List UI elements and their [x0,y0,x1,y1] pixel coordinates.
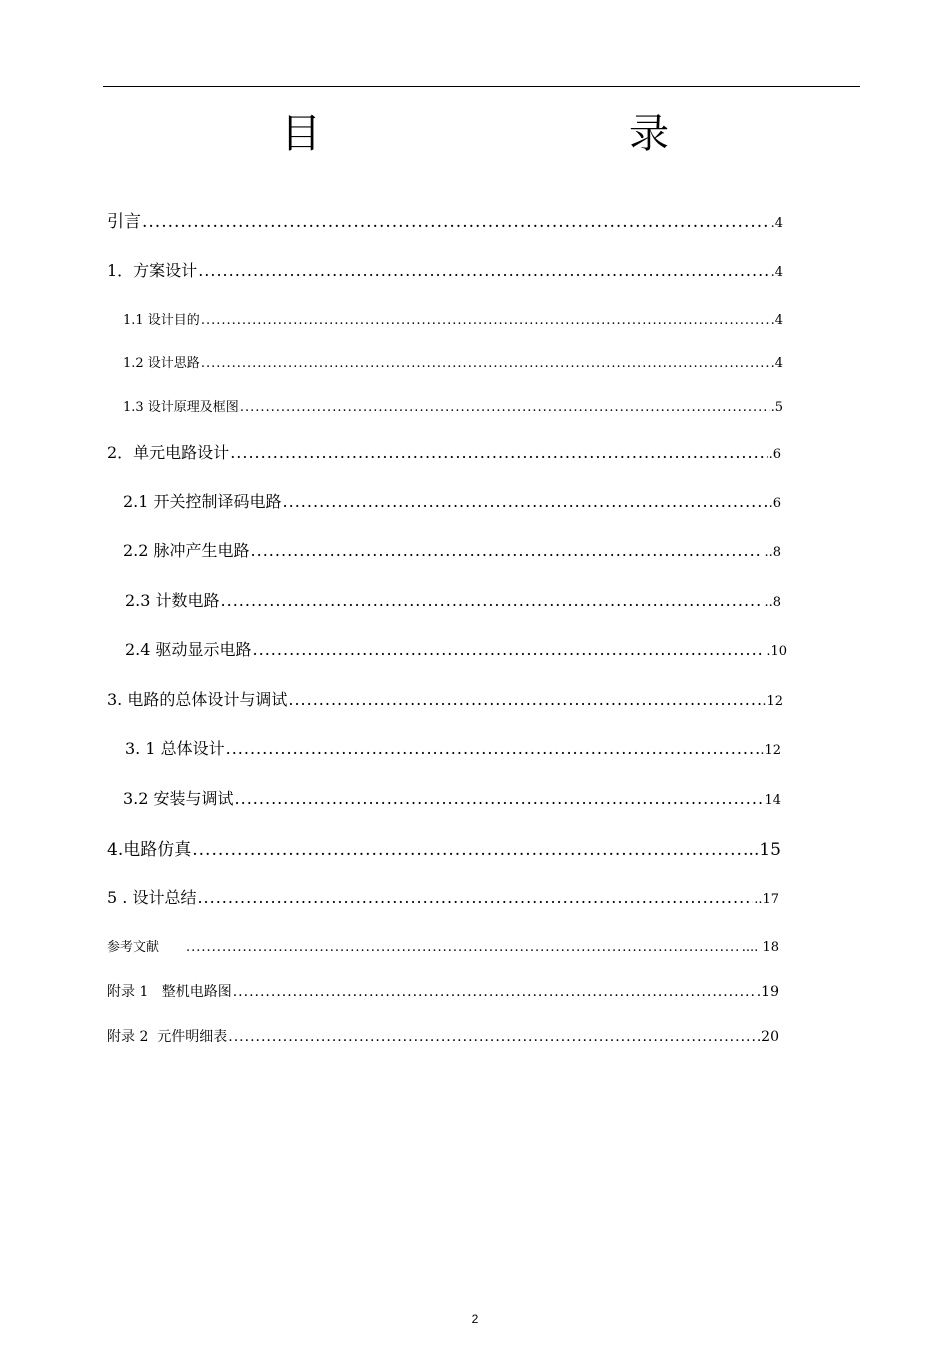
toc-entry-page: 20 [761,1029,779,1045]
toc-entry-page: .5 [770,400,783,415]
toc-entry-page: .19 [756,984,779,1000]
toc-entry-page: .10 [766,644,787,659]
toc-leader-dots [235,789,764,808]
page-title: 目 录 [281,111,745,157]
toc-entry-page: .... 18 [741,940,779,955]
toc-leader-dots [283,492,768,511]
toc-entry-2-4[interactable] [125,637,787,660]
toc-entry-1-3[interactable] [123,396,783,415]
toc-entry-page: ..8 [764,545,781,560]
toc-entry-page: .4 [770,265,783,280]
toc-entry-3[interactable] [107,687,783,710]
toc-entry-2[interactable] [107,440,781,463]
toc-entry-label: 3. 电路的总体设计与调试 [107,690,288,709]
toc-entry-3-2[interactable] [123,786,781,809]
toc-entry-page: .4 [770,313,783,328]
toc-entry-1[interactable] [107,258,783,281]
toc-leader-dots [240,400,770,415]
toc-entry-label: 2.4 驱动显示电路 [125,640,252,659]
toc-entry-label: 3. 1 总体设计 [125,739,225,758]
toc-entry-1-2[interactable] [123,352,783,371]
toc-leader-dots [186,940,741,955]
toc-leader-dots [233,984,756,1000]
toc-leader-dots [251,541,764,560]
toc-entry-label: 附录 1 整机电路图 [107,984,232,1000]
toc-entry-label: 5 . 设计总结 [107,888,197,907]
toc-leader-dots [201,356,770,371]
toc-entry-page: .4 [770,356,783,371]
toc-entry-intro[interactable] [107,207,783,232]
toc-entry-page: .6 [768,447,781,462]
toc-entry-references[interactable] [107,936,779,955]
toc-entry-4[interactable] [107,835,781,860]
toc-leader-dots [226,739,760,758]
toc-leader-dots [142,212,770,232]
toc-entry-label: 附录 2 元件明细表 [107,1029,228,1045]
toc-leader-dots [288,690,761,709]
toc-leader-dots [228,1029,760,1045]
toc-entry-1-1[interactable] [123,309,783,328]
toc-entry-label: 2.2 脉冲产生电路 [123,541,250,560]
toc-entry-label: 1.3 设计原理及框图 [123,400,239,415]
toc-entry-page: ..8 [764,595,781,610]
toc-entry-label: 1.2 设计思路 [123,356,200,371]
toc-entry-label: 1.1 设计目的 [123,313,200,328]
toc-entry-5[interactable] [107,885,779,908]
toc-entry-label: 4.电路仿真 [107,840,192,860]
toc-entry-2-1[interactable] [123,489,781,512]
toc-entry-page: .6 [768,496,781,511]
toc-entry-2-2[interactable] [123,538,781,561]
toc-leader-dots [230,443,767,462]
toc-leader-dots [221,591,764,610]
toc-entry-page: .12 [760,743,781,758]
toc-entry-label: 3.2 安装与调试 [123,789,234,808]
toc-leader-dots [198,261,769,280]
toc-entry-label: 2.3 计数电路 [125,591,220,610]
toc-entry-appendix-2[interactable] [107,1026,779,1046]
toc-entry-label: 引言 [107,212,141,232]
toc-leader-dots [197,888,753,907]
toc-entry-page: ..15 [748,840,781,860]
toc-entry-page: ..17 [754,892,779,907]
toc-entry-3-1[interactable] [125,736,781,759]
toc-leader-dots [253,640,766,659]
toc-entry-2-3[interactable] [125,588,781,611]
toc-leader-dots [192,840,747,860]
toc-entry-page: .12 [762,694,783,709]
toc-entry-label: 2.1 开关控制译码电路 [123,492,282,511]
toc-entry-label: 参考文献 [107,940,160,955]
toc-entry-page: 14 [764,793,781,808]
toc-entry-label: 2．单元电路设计 [107,443,230,462]
header-rule [103,86,860,87]
toc-entry-page: .4 [770,216,783,231]
toc-entry-label: 1．方案设计 [107,261,198,280]
page-number: 2 [471,1312,479,1326]
toc-leader-dots [201,313,770,328]
toc-entry-appendix-1[interactable] [107,981,779,1001]
